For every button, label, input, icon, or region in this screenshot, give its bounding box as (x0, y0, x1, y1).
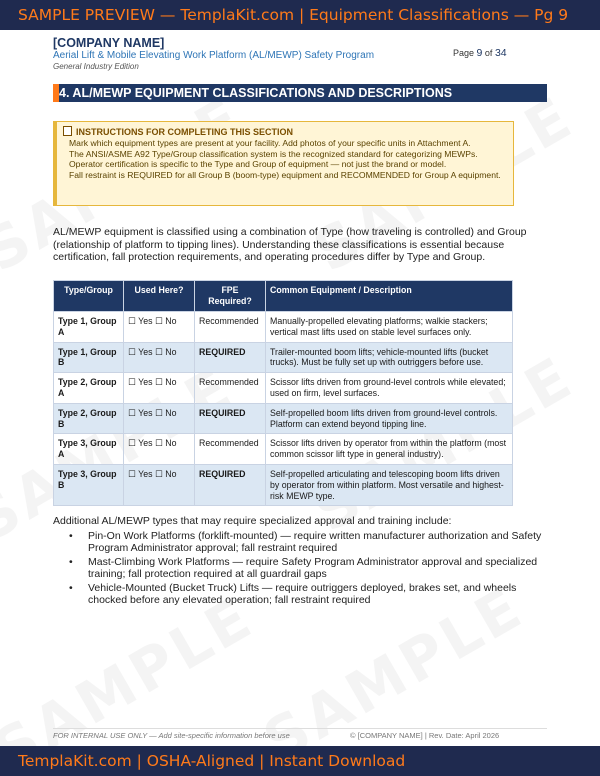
cell-fpe: Recommended (195, 312, 266, 343)
program-title: Aerial Lift & Mobile Elevating Work Platform (AL/MEWP) Safety Program (53, 50, 375, 61)
cell-description: Scissor lifts driven by operator from within the platform (most common scissor lift type in general industry). (266, 434, 513, 465)
footer-internal-note: FOR INTERNAL USE ONLY — Add site-specific information before use (53, 731, 290, 740)
list-item-text: Pin-On Work Platforms (forklift-mounted) — require written manufacturer authorization and Safety Program Administrator approval; fall restraint required (88, 529, 542, 554)
instruction-line: Operator certification is specific to the Type and Group of equipment — not just the brand or model. (69, 159, 447, 170)
instruction-line: Mark which equipment types are present at your facility. Add photos of your specific units in Attachment A. (69, 138, 471, 149)
table-row (54, 312, 513, 343)
intro-paragraph: AL/MEWP equipment is classified using a combination of Type (how traveling is controlled) and Group (relationship of platform to tipping lines). Understanding these classifications is essential because certification, fall protection requirements, and operating procedures differ by Type and Group. (53, 226, 527, 263)
bullet-icon: • (69, 529, 73, 542)
instructions-title-row (63, 126, 507, 137)
cell-description: Self-propelled articulating and telescoping boom lifts driven by operator from within platform. Most versatile and highest-risk MEWP type. (266, 464, 513, 505)
cell-fpe: REQUIRED (195, 403, 266, 434)
cell-fpe: Recommended (195, 373, 266, 404)
page-of: of (484, 48, 493, 58)
bullet-icon: • (69, 581, 73, 594)
page-number: 9 (476, 47, 483, 59)
header-fpe-required: FPE Required? (195, 281, 266, 312)
list-item (53, 582, 543, 607)
header-type-group: Type/Group (54, 281, 124, 312)
list-item (53, 556, 543, 581)
bullet-icon: • (69, 555, 73, 568)
cell-description: Manually-propelled elevating platforms; walkie stackers; vertical mast lifts used on stable level surfaces only. (266, 312, 513, 343)
instruction-line: Fall restraint is REQUIRED for all Group B (boom-type) equipment and RECOMMENDED for Group A equipment. (69, 169, 501, 180)
used-here-checkbox[interactable]: ☐ Yes ☐ No (124, 312, 195, 343)
cell-description: Trailer-mounted boom lifts; vehicle-mounted lifts (bucket trucks). Must be fully set up with outriggers before use. (266, 342, 513, 373)
table-row (54, 464, 513, 505)
page-indicator (453, 47, 507, 59)
additional-types-section (53, 515, 543, 608)
top-preview-banner: SAMPLE PREVIEW — TemplaKit.com | Equipment Classifications — Pg 9 (0, 0, 600, 30)
page-total: 34 (494, 47, 507, 59)
cell-fpe: REQUIRED (195, 464, 266, 505)
table-row (54, 342, 513, 373)
bottom-promo-banner: TemplaKit.com | OSHA-Aligned | Instant Download (0, 746, 600, 776)
cell-type-group: Type 1, Group A (54, 312, 124, 343)
used-here-checkbox[interactable]: ☐ Yes ☐ No (124, 373, 195, 404)
page-prefix: Page (453, 48, 475, 58)
header-description: Common Equipment / Description (266, 281, 513, 312)
used-here-checkbox[interactable]: ☐ Yes ☐ No (124, 434, 195, 465)
instruction-line: The ANSI/ASME A92 Type/Group classification system is the recognized standard for categorizing MEWPs. (69, 148, 478, 159)
footer-copyright: © [COMPANY NAME] | Rev. Date: April 2026 (350, 731, 500, 740)
list-item-text: Vehicle-Mounted (Bucket Truck) Lifts — require outriggers deployed, brakes set, and wheels chocked before any elevated operation; fall restraint required (88, 581, 517, 606)
used-here-checkbox[interactable]: ☐ Yes ☐ No (124, 403, 195, 434)
cell-fpe: Recommended (195, 434, 266, 465)
used-here-checkbox[interactable]: ☐ Yes ☐ No (124, 464, 195, 505)
list-item (53, 530, 543, 555)
table-row (54, 403, 513, 434)
company-name: [COMPANY NAME] (53, 36, 165, 50)
instructions-title: INSTRUCTIONS FOR COMPLETING THIS SECTION (76, 127, 294, 137)
edition-label: General Industry Edition (53, 62, 139, 71)
cell-fpe: REQUIRED (195, 342, 266, 373)
used-here-checkbox[interactable]: ☐ Yes ☐ No (124, 342, 195, 373)
list-item-text: Mast-Climbing Work Platforms — require Safety Program Administrator approval and specialized training; fall protection required at all guardrail gaps (88, 555, 538, 580)
cell-type-group: Type 3, Group A (54, 434, 124, 465)
cell-type-group: Type 1, Group B (54, 342, 124, 373)
cell-description: Self-propelled boom lifts driven from ground-level controls. Platform can extend beyond tipping line. (266, 403, 513, 434)
footer-divider (53, 728, 547, 729)
cell-description: Scissor lifts driven from ground-level controls while elevated; used on firm, level surfaces. (266, 373, 513, 404)
table-row (54, 373, 513, 404)
clipboard-icon (63, 126, 72, 136)
cell-type-group: Type 3, Group B (54, 464, 124, 505)
equipment-classification-table (53, 280, 513, 506)
header-used-here: Used Here? (124, 281, 195, 312)
table-header-row (54, 281, 513, 312)
additional-types-lead: Additional AL/MEWP types that may require specialized approval and training include: (53, 515, 452, 527)
section-title: 4. AL/MEWP EQUIPMENT CLASSIFICATIONS AND DESCRIPTIONS (53, 84, 547, 102)
additional-types-list (53, 530, 543, 607)
table-row (54, 434, 513, 465)
instructions-box (53, 121, 514, 206)
cell-type-group: Type 2, Group B (54, 403, 124, 434)
cell-type-group: Type 2, Group A (54, 373, 124, 404)
